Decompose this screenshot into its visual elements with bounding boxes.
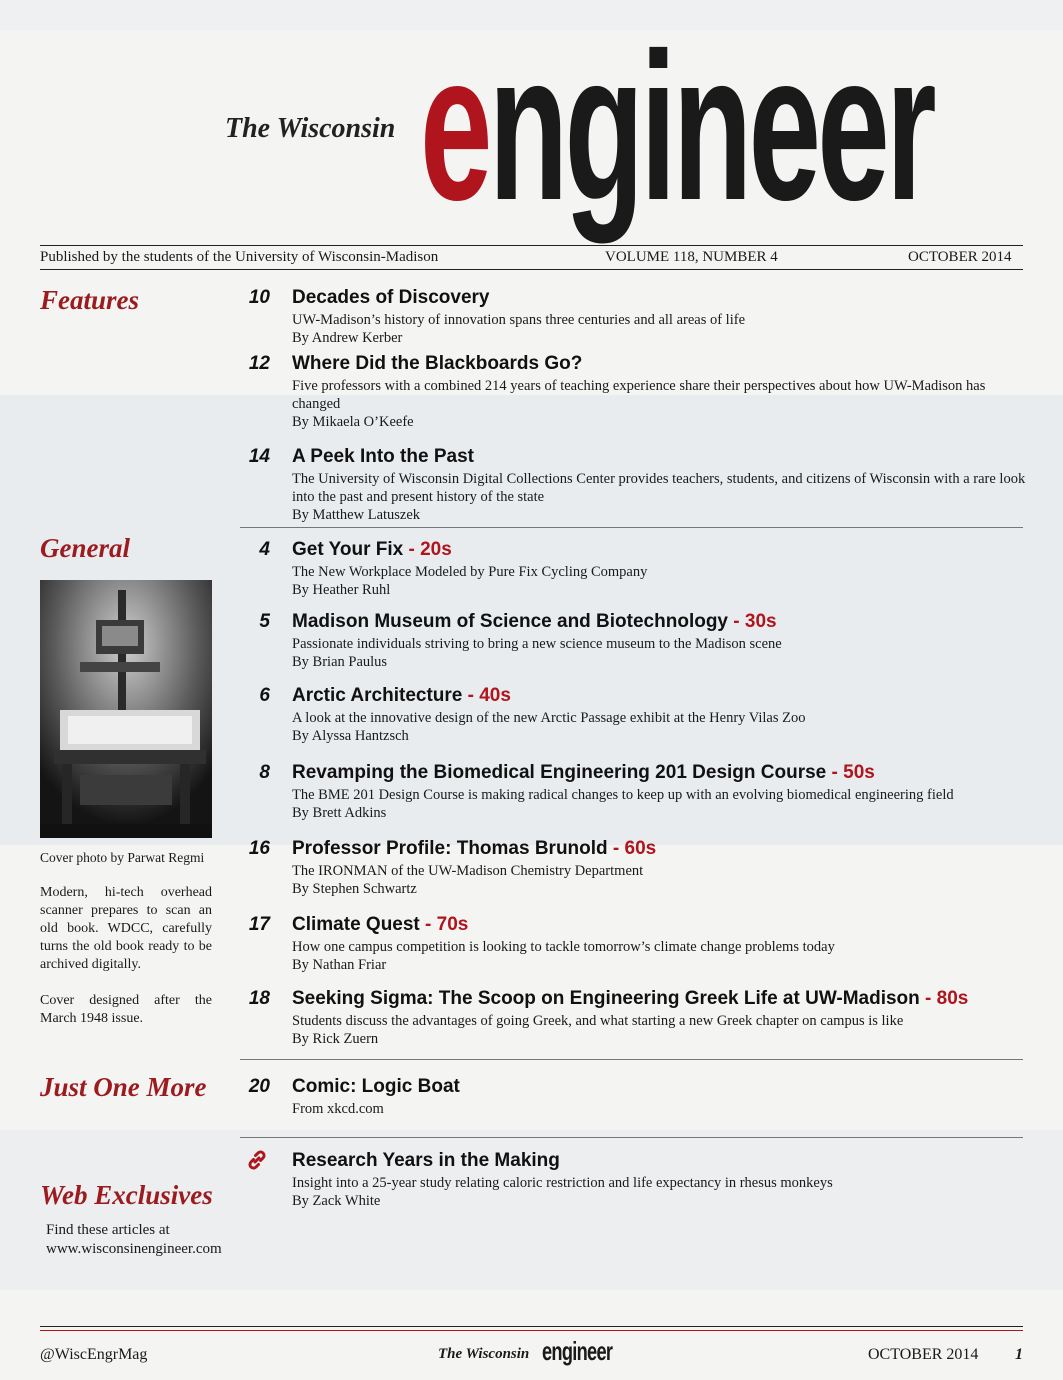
article-title-line	[292, 611, 1030, 633]
article-byline: By Zack White	[292, 1193, 381, 1209]
era-label: - 50s	[826, 762, 875, 783]
just-one-more-item[interactable]	[240, 1076, 1030, 1118]
general-item[interactable]	[240, 914, 1030, 974]
article-description: How one campus competition is looking to tackle tomorrow’s climate change problems today	[292, 939, 835, 955]
article-byline: By Alyssa Hantzsch	[292, 728, 409, 744]
article-title-line	[292, 914, 1030, 936]
footer-tagline: The Wisconsin	[438, 1346, 530, 1362]
article-title: Research Years in the Making	[292, 1150, 560, 1171]
general-item[interactable]	[240, 685, 1030, 745]
publisher-line: Published by the students of the University of Wisconsin-Madison	[40, 249, 439, 265]
general-item[interactable]	[240, 539, 1030, 599]
footer-rule-2	[40, 1330, 1023, 1331]
section-just-one-more: Just One More	[40, 1072, 207, 1102]
footer-date: OCTOBER 2014	[868, 1346, 979, 1363]
article-description: Passionate individuals striving to bring a new science museum to the Madison scene	[292, 636, 782, 652]
page-number: 20	[248, 1076, 270, 1097]
article-description: Students discuss the advantages of going Greek, and what starting a new Greek chapter on campus is like	[292, 1013, 904, 1029]
web-url[interactable]: www.wisconsinengineer.com	[46, 1241, 222, 1257]
features-item[interactable]	[240, 353, 1030, 431]
page-number: 12	[248, 353, 270, 374]
masthead-logo	[420, 9, 933, 244]
general-item[interactable]	[240, 988, 1030, 1048]
era-label: - 80s	[919, 988, 969, 1009]
article-description: The IRONMAN of the UW-Madison Chemistry Department	[292, 863, 644, 879]
article-title-line	[292, 838, 1030, 860]
logo-rest: ngineer	[488, 9, 933, 244]
divider	[240, 1059, 1023, 1060]
article-title: Decades of Discovery	[292, 287, 490, 308]
article-description: Five professors with a combined 214 years of teaching experience share their perspectives about how UW-Madison has changed	[292, 378, 986, 412]
footer-logo: engineer	[542, 1336, 613, 1366]
article-description: UW-Madison’s history of innovation spans three centuries and all areas of life	[292, 312, 746, 328]
cover-credit: Cover photo by Parwat Regmi	[40, 850, 205, 865]
page-number: 6	[259, 685, 270, 706]
article-description: A look at the innovative design of the new Arctic Passage exhibit at the Henry Vilas Zoo	[292, 710, 806, 726]
page-number: 17	[248, 914, 270, 935]
article-byline: By Matthew Latuszek	[292, 507, 421, 523]
masthead-rule-bottom	[40, 269, 1023, 270]
article-byline: By Mikaela O’Keefe	[292, 414, 414, 430]
page-number: 10	[248, 287, 270, 308]
footer-page-number: 1	[1015, 1346, 1023, 1363]
article-title: Revamping the Biomedical Engineering 201 Design Course	[292, 762, 827, 783]
article-title: Comic: Logic Boat	[292, 1076, 460, 1097]
article-title: Where Did the Blackboards Go?	[292, 353, 583, 374]
web-note-line1: Find these articles at	[46, 1222, 170, 1238]
article-title: A Peek Into the Past	[292, 446, 474, 467]
article-byline: By Rick Zuern	[292, 1031, 379, 1047]
page-number: 18	[248, 988, 270, 1009]
era-label: - 30s	[728, 611, 777, 632]
masthead-tagline: The Wisconsin	[225, 113, 396, 144]
article-title: Professor Profile: Thomas Brunold	[292, 838, 608, 859]
article-title: Seeking Sigma: The Scoop on Engineering Greek Life at UW-Madison	[292, 988, 920, 1009]
page-number: 16	[248, 838, 270, 859]
page-number: 5	[259, 611, 270, 632]
features-item[interactable]	[240, 446, 1030, 524]
article-description: The University of Wisconsin Digital Collections Center provides teachers, students, and citizens of Wisconsin with a rare look into the past and present history of the state	[292, 471, 1026, 505]
page-number: 4	[259, 539, 270, 560]
section-features: Features	[40, 285, 140, 315]
article-byline: By Brian Paulus	[292, 654, 388, 670]
divider	[240, 527, 1023, 528]
masthead-rule-top	[40, 245, 1023, 246]
logo-e: e	[420, 9, 489, 244]
cover-note: Cover designed after the March 1948 issue.	[40, 993, 212, 1026]
article-byline: By Brett Adkins	[292, 805, 387, 821]
footer-rule-1	[40, 1326, 1023, 1327]
article-title: Get Your Fix	[292, 539, 404, 560]
cover-caption: Modern, hi-tech overhead scanner prepares to scan an old book. WDCC, carefully turns the old book ready to be archived digitally.	[40, 885, 212, 972]
issue-date: OCTOBER 2014	[908, 249, 1012, 265]
section-web-exclusives: Web Exclusives	[40, 1180, 213, 1210]
article-title-line	[292, 988, 1030, 1010]
article-title: Madison Museum of Science and Biotechnology	[292, 611, 728, 632]
article-description: The New Workplace Modeled by Pure Fix Cycling Company	[292, 564, 648, 580]
section-general: General	[40, 533, 130, 563]
era-label: - 40s	[462, 685, 511, 706]
scanner-illustration	[40, 580, 212, 838]
web-exclusive-item[interactable]	[240, 1150, 1030, 1210]
article-byline: By Andrew Kerber	[292, 330, 403, 346]
era-label: - 20s	[403, 539, 452, 560]
article-byline: By Heather Ruhl	[292, 582, 391, 598]
features-item[interactable]	[240, 287, 1030, 347]
era-label: - 70s	[419, 914, 469, 935]
article-description: Insight into a 25-year study relating caloric restriction and life expectancy in rhesus monkeys	[292, 1175, 833, 1191]
general-item[interactable]	[240, 762, 1030, 822]
article-title-line	[292, 685, 1030, 707]
divider	[240, 1137, 1023, 1138]
general-item[interactable]	[240, 611, 1030, 671]
page-number: 8	[259, 762, 270, 783]
article-description: The BME 201 Design Course is making radical changes to keep up with an evolving biomedical engineering field	[292, 787, 954, 803]
article-byline: By Nathan Friar	[292, 957, 387, 973]
article-title-line	[292, 762, 1030, 784]
cover-photo	[40, 580, 212, 838]
article-title: Arctic Architecture	[292, 685, 463, 706]
article-title-line	[292, 539, 1030, 561]
volume-number: VOLUME 118, NUMBER 4	[605, 249, 778, 265]
article-byline: By Stephen Schwartz	[292, 881, 417, 897]
era-label: - 60s	[607, 838, 657, 859]
general-item[interactable]	[240, 838, 1030, 898]
footer-handle[interactable]: @WiscEngrMag	[40, 1346, 148, 1363]
article-title: Climate Quest	[292, 914, 420, 935]
article-description: From xkcd.com	[292, 1101, 384, 1117]
page-number: 14	[248, 446, 270, 467]
